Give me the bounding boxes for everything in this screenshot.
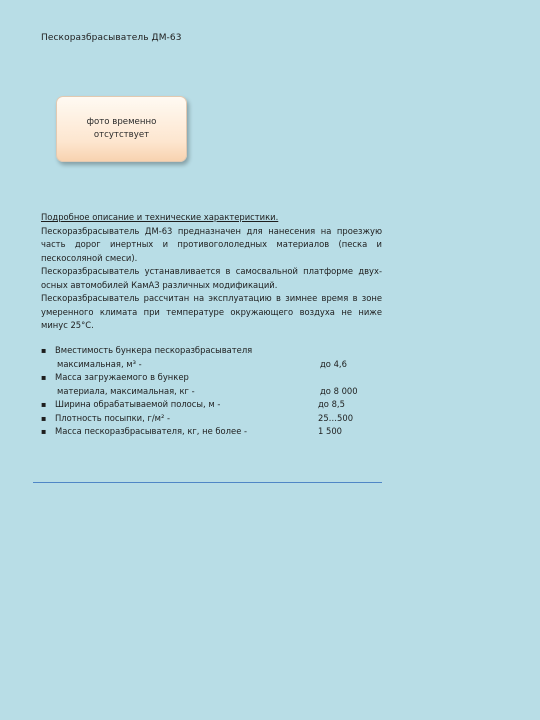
spec-item	[41, 425, 382, 439]
spec-value: 1 500	[318, 426, 342, 436]
spec-value: до 4,6	[320, 358, 347, 369]
spec-label-line: Вместимость бункера пескоразбрасывателя	[55, 345, 253, 355]
spec-label: материала, максимальная, кг -	[57, 385, 195, 396]
spec-label: Плотность посыпки, г/м² -	[55, 412, 171, 423]
spec-label: максимальная, м³ -	[57, 358, 142, 369]
spec-label-line: Масса загружаемого в бункер	[55, 372, 189, 382]
spec-item	[41, 344, 382, 371]
document-title: Пескоразбрасыватель ДМ-63	[41, 33, 182, 43]
description-block	[41, 211, 382, 333]
spec-label: Масса пескоразбрасывателя, кг, не более -	[55, 426, 248, 436]
spec-item	[41, 371, 382, 398]
bullet-icon: ▪	[41, 346, 47, 355]
spec-item	[41, 412, 382, 426]
description-paragraph: Пескоразбрасыватель устанавливается в самосвальной платформе двух-осных автомобилей КамАЗ различных модификаций.	[41, 266, 382, 290]
bullet-icon: ▪	[41, 427, 47, 436]
horizontal-divider	[33, 482, 382, 483]
description-paragraph: Пескоразбрасыватель ДМ-63 предназначен для нанесения на проезжую часть дорог инертных и противогололедных материалов (песка и пескосоляной смеси).	[41, 225, 382, 263]
spec-value: 25…500	[318, 412, 354, 423]
photo-placeholder-text: фото временно отсутствует	[86, 117, 157, 140]
bullet-icon: ▪	[41, 400, 47, 409]
description-paragraph: Пескоразбрасыватель рассчитан на эксплуатацию в зимнее время в зоне умеренного климата при температуре окружающего воздуха не ниже минус 25°С.	[41, 293, 382, 330]
specs-list	[41, 344, 382, 439]
bullet-icon: ▪	[41, 373, 47, 382]
photo-placeholder	[56, 96, 187, 162]
spec-value: до 8 000	[320, 385, 358, 396]
spec-value: до 8,5	[318, 399, 345, 409]
description-heading: Подробное описание и технические характеристики.	[41, 212, 279, 222]
spec-item	[41, 398, 382, 412]
bullet-icon: ▪	[41, 413, 47, 423]
spec-label: Ширина обрабатываемой полосы, м -	[55, 399, 221, 409]
